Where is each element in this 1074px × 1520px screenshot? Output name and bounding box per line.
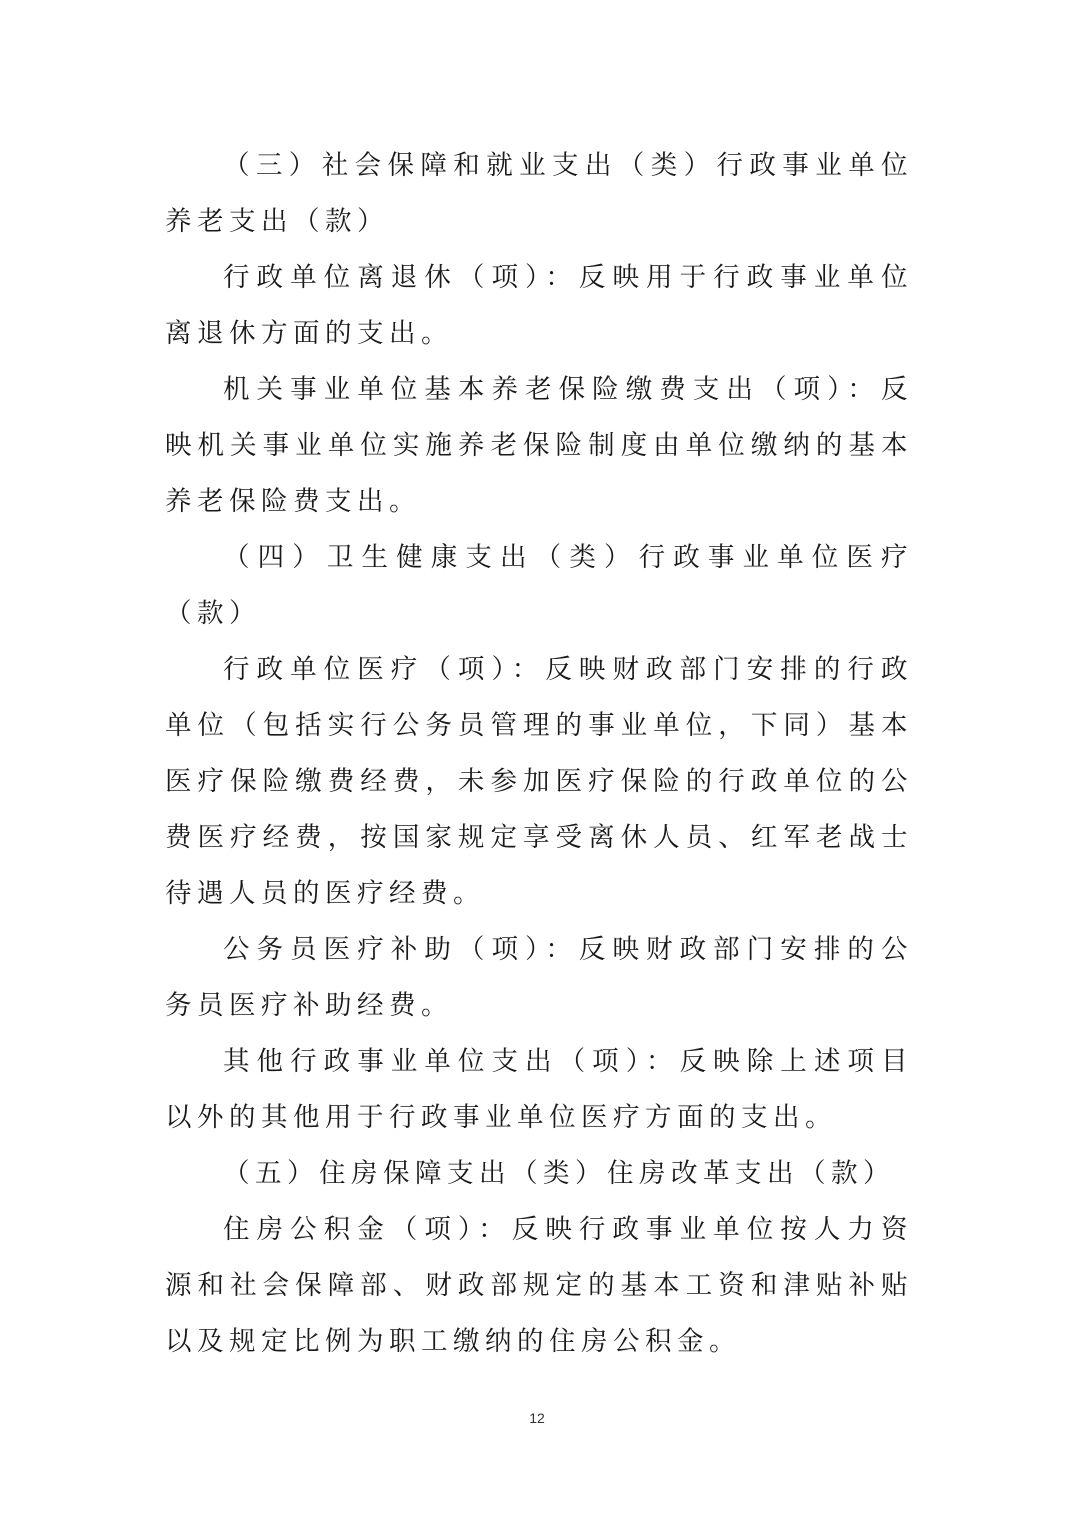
paragraph-civil-servant-medical: 公务员医疗补助（项）：反映财政部门安排的公务员医疗补助经费。 bbox=[165, 934, 913, 1021]
paragraph-other-medical: 其他行政事业单位支出（项）：反映除上述项目以外的其他用于行政事业单位医疗方面的支出。 bbox=[165, 1046, 913, 1133]
paragraph-housing-fund: 住房公积金（项）：反映行政事业单位按人力资源和社会保障部、财政部规定的基本工资和津贴补贴以及规定比例为职工缴纳的住房公积金。 bbox=[165, 1214, 913, 1357]
section-heading-housing: （五）住房保障支出（类）住房改革支出（款） bbox=[223, 1158, 895, 1189]
paragraph-pension-insurance: 机关事业单位基本养老保险缴费支出（项）：反映机关事业单位实施养老保险制度由单位缴纳的基本养老保险费支出。 bbox=[165, 374, 913, 517]
section-heading-social-security: （三）社会保障和就业支出（类）行政事业单位养老支出（款） bbox=[165, 150, 913, 237]
section-heading-health: （四）卫生健康支出（类）行政事业单位医疗（款） bbox=[165, 542, 913, 629]
document-body bbox=[165, 138, 913, 1370]
paragraph-retirement: 行政单位离退休（项）：反映用于行政事业单位离退休方面的支出。 bbox=[165, 262, 913, 349]
page-number: 12 bbox=[529, 1410, 545, 1426]
paragraph-admin-medical: 行政单位医疗（项）：反映财政部门安排的行政单位（包括实行公务员管理的事业单位，下同）基本医疗保险缴费经费，未参加医疗保险的行政单位的公费医疗经费，按国家规定享受离休人员、红军老战士待遇人员的医疗经费。 bbox=[165, 654, 913, 909]
